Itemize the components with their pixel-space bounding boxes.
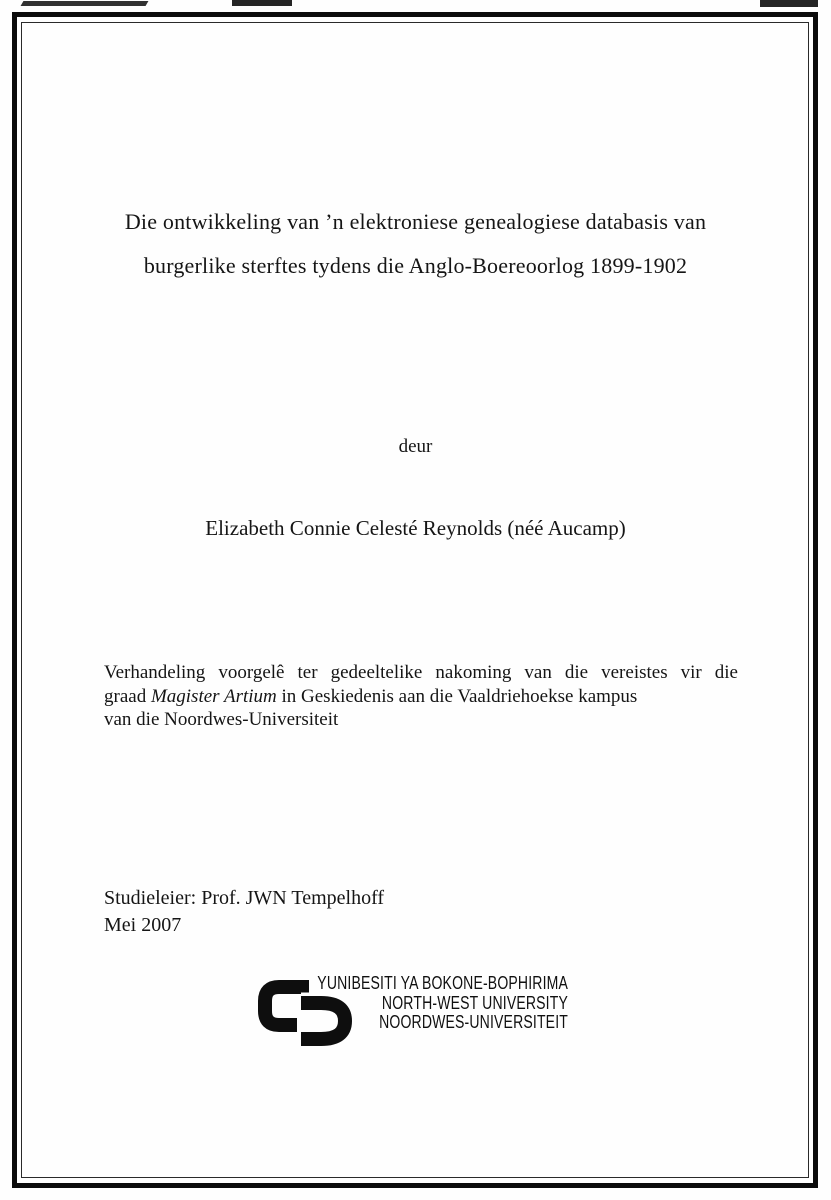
degree-statement-line2-pre: graad (104, 685, 151, 707)
scan-artifact (21, 1, 149, 6)
degree-name: Magister Artium (150, 685, 277, 707)
degree-statement-line2-post: in Geskiedenis aan die Vaaldriehoekse kampus (276, 685, 638, 707)
scan-artifact (760, 0, 818, 7)
degree-statement (104, 661, 738, 732)
degree-statement-line2 (104, 685, 738, 709)
thesis-title (58, 200, 773, 288)
supervisor-line: Studieleier: Prof. JWN Tempelhoff (104, 887, 385, 909)
degree-statement-line3: van die Noordwes-Universiteit (104, 709, 339, 730)
logo-text-english: NORTH-WEST UNIVERSITY (381, 992, 568, 1013)
university-logo-text (313, 974, 568, 1033)
logo-text-setswana: YUNIBESITI YA BOKONE-BOPHIRIMA (317, 973, 568, 993)
logo-text-afrikaans: NOORDWES-UNIVERSITEIT (379, 1012, 568, 1032)
thesis-title-line1: Die ontwikkeling van ’n elektroniese genealogiese databasis van (124, 209, 707, 234)
date-line: Mei 2007 (104, 914, 182, 936)
byline-label: deur (398, 436, 433, 457)
scan-artifact (232, 0, 292, 6)
thesis-title-line2: burgerlike sterftes tydens die Anglo-Boereoorlog 1899-1902 (143, 253, 688, 278)
degree-statement-line1: Verhandeling voorgelê ter gedeeltelike nakoming van die vereistes vir die (104, 662, 738, 683)
supervisor-block (104, 885, 384, 939)
author-name: Elizabeth Connie Celesté Reynolds (néé Aucamp) (205, 516, 626, 540)
